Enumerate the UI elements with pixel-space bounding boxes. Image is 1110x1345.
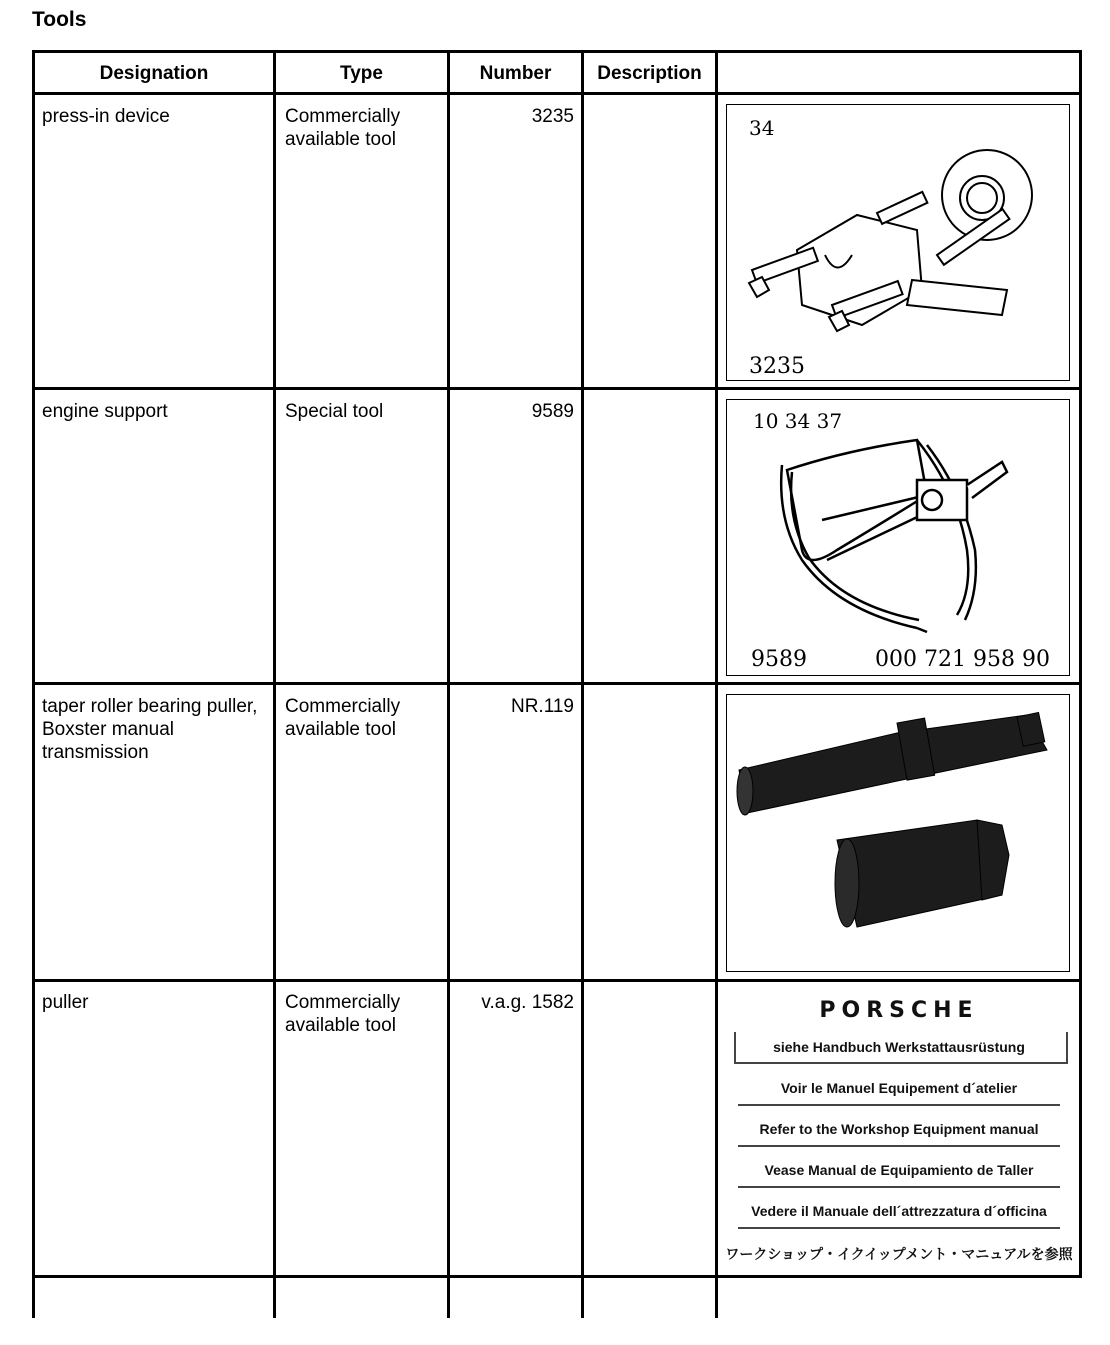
page-title: Tools <box>32 8 87 31</box>
engine-support-drawing-icon <box>727 400 1069 675</box>
reference-divider <box>738 1145 1060 1147</box>
row2-type: Special tool <box>285 401 384 422</box>
header-type: Type <box>340 63 383 84</box>
porsche-logo: PORSCHE <box>819 998 979 1023</box>
row3-number: NR.119 <box>510 696 574 717</box>
tools-table <box>32 50 1082 1318</box>
image-label: 34 <box>749 116 775 140</box>
row-divider <box>32 387 1082 390</box>
image-label: 9589 <box>751 647 807 672</box>
row3-type: Commercially available tool <box>285 696 401 740</box>
row1-number: 3235 <box>531 106 574 127</box>
workshop-reference-panel <box>718 982 1080 1275</box>
row-divider <box>32 682 1082 685</box>
row3-designation: taper roller bearing puller, Boxster manual transmission <box>42 696 258 763</box>
reference-text-it: Vedere il Manuale dell´attrezzatura d´officina <box>751 1203 1047 1219</box>
engine-support-image <box>726 399 1070 676</box>
row-divider <box>32 1275 1082 1278</box>
image-label: 10 34 37 <box>753 409 843 433</box>
bearing-puller-image <box>726 694 1070 972</box>
reference-text-es: Vease Manual de Equipamiento de Taller <box>764 1162 1034 1178</box>
press-in-device-drawing-icon <box>727 105 1069 380</box>
row2-number: 9589 <box>531 401 574 422</box>
reference-divider <box>738 1186 1060 1188</box>
header-number: Number <box>479 63 552 84</box>
row1-designation: press-in device <box>42 106 170 127</box>
column-divider <box>32 50 35 1318</box>
reference-divider <box>738 1104 1060 1106</box>
reference-text-de: siehe Handbuch Werkstattausrüstung <box>773 1039 1025 1055</box>
row4-designation: puller <box>42 992 89 1013</box>
column-divider <box>581 50 584 1318</box>
press-in-device-image <box>726 104 1070 381</box>
image-label: 3235 <box>749 354 805 379</box>
reference-text-ja: ワークショップ・イクイップメント・マニュアルを参照 <box>725 1246 1073 1262</box>
row2-designation: engine support <box>42 401 168 422</box>
image-label: 000 721 958 90 <box>875 647 1050 672</box>
reference-text-en: Refer to the Workshop Equipment manual <box>759 1121 1039 1137</box>
bearing-puller-photo-icon <box>727 695 1069 971</box>
header-designation: Designation <box>99 63 209 84</box>
column-divider <box>447 50 450 1318</box>
header-description: Description <box>597 63 702 84</box>
row4-type: Commercially available tool <box>285 992 401 1036</box>
row1-type: Commercially available tool <box>285 106 401 150</box>
reference-text-fr: Voir le Manuel Equipement d´atelier <box>780 1080 1018 1096</box>
reference-divider <box>738 1227 1060 1229</box>
column-divider <box>273 50 276 1318</box>
row4-number: v.a.g. 1582 <box>481 992 574 1013</box>
